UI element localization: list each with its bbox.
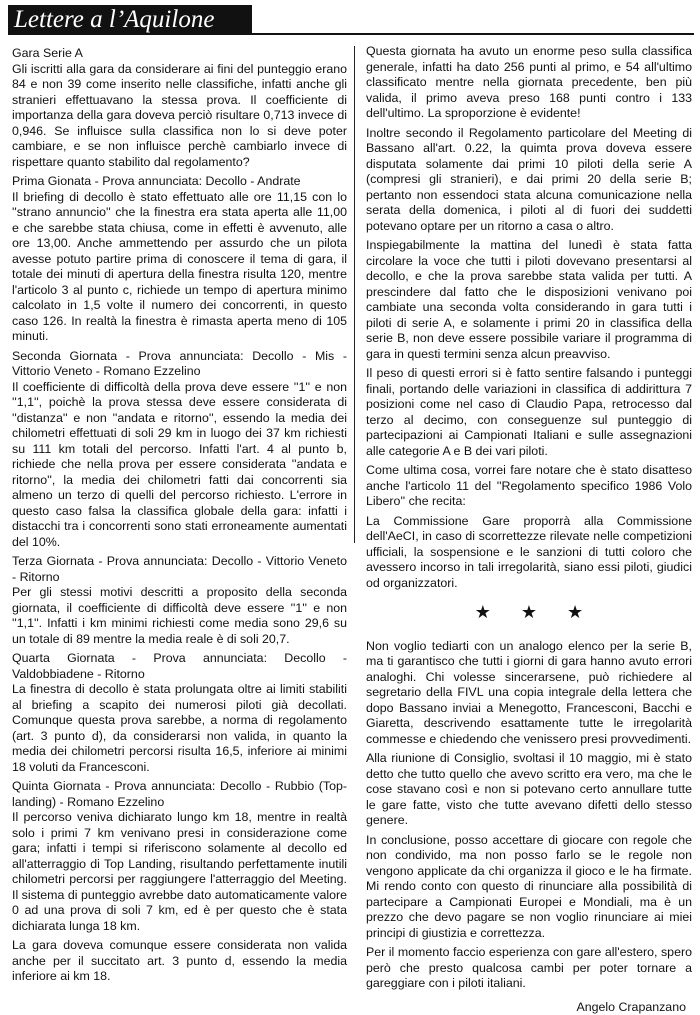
section-title: Lettere a l’Aquilone: [8, 5, 252, 35]
section-seconda-giornata: [12, 349, 347, 551]
section-body: Il coefficiente di difficoltà della prova deve essere ''1'' e non ''1,1'', poichè la prova stessa deve essere considerata di ''distanza'' e non ''andata e ritorno'', essendo la media dei chilometri effettuati di soli 29 km in luogo dei 37 km richiesti su 111 km totali del percorso. Infatti l'art. 4 al punto b, richiede che nella prova per essere considerata ''andata e ritorno'', la media dei chilometri fatti dai concorrenti sia almeno un terzo di quelli del percorso richiesto. L'errore in questo caso falsa la classifica globale della gara: infatti i distacchi tra i concorrenti sono stati erroneamente aumentati del 10%.: [12, 380, 347, 551]
paragraph: Inoltre secondo il Regolamento particolare del Meeting di Bassano all'art. 0.22, la quimta prova doveva essere disputata solamente dai primi 10 piloti della serie A (compresi gli stranieri), e dai primi 20 della serie B; pertanto non essendoci stata alcuna comunicazione nella serata della domenica, i piloti al di fuori dei suddetti potevano optare per un ritorno a casa o altro.: [366, 126, 692, 235]
section-title: Quinta Giornata - Prova annunciata: Decollo - Rubbio (Top-landing) - Romano Ezzelino: [12, 779, 347, 810]
paragraph: Non voglio tediarti con un analogo elenco per la serie B, ma ti garantisco che tutti i giorni di gara hanno avuto errori analoghi. Chi volesse sincerarsene, può richiedere al segretario della FIVL una copia integrale della lettera che dopo Bassano inviai a Menegotto, Francesconi, Bacchi e Giaretta, descrivendo esattamente tutte le irregolarità commesse e chiedendo che venissero presi provvedimenti.: [366, 639, 692, 748]
section-title: Seconda Giornata - Prova annunciata: Decollo - Mis - Vittorio Veneto - Romano Ezzelino: [12, 349, 347, 380]
section-body: La finestra di decollo è stata prolungata oltre ai limiti stabiliti al briefing a scapito dei numerosi piloti già decollati. Comunque questa prova sarebbe, a norma di regolamento (art. 3 punto d), da considerarsi non valida, in quanto la media dei chilometri percorsi risulta 16,5, inferiore ai minimi 18 voluti da Francesconi.: [12, 682, 347, 775]
paragraph: Per il momento faccio esperienza con gare all'estero, spero però che presto qualcosa cambi per poter tornare a gareggiare con i piloti italiani.: [366, 945, 692, 992]
paragraph: Come ultima cosa, vorrei fare notare che è stato disatteso anche l'articolo 11 del ''Regolamento specifico 1986 Volo Libero'' che recita:: [366, 463, 692, 510]
section-quarta-giornata: [12, 651, 347, 775]
paragraph: In conclusione, posso accettare di giocare con regole che non condivido, ma non posso farlo se le regole non vengono applicate da chi organizza il gioco e le ha firmate. Mi rendo conto con questo di rinunciare alla possibilità di partecipare a Campionati Europei e Mondiali, ma è un prezzo che devo pagare se non voglio rinunciare ai miei principi di giustizia e correttezza.: [366, 833, 692, 942]
section-quinta-giornata: [12, 779, 347, 985]
section-body-continued: La gara doveva comunque essere considerata non valida anche per il succitato art. 3 punto d, essendo la media inferiore ai km 18.: [12, 938, 347, 985]
section-body: Il percorso veniva dichiarato lungo km 18, mentre in realtà solo i primi 7 km venivano presi in considerazione come gara; infatti i tempi si riferiscono solamente al decollo ed all'atterraggio di Top Landing, risultando perfettamente inutili chilometri percorsi per raggiungere l'atterraggio del Meeting. Il sistema di punteggio avrebbe dato automaticamente valore 0 ad una prova di soli 7 km, ed è per questo che è stata dichiarata lunga 18 km.: [12, 810, 347, 934]
page-header: [8, 5, 694, 37]
paragraph: Alla riunione di Consiglio, svoltasi il 10 maggio, mi è stato detto che tutto quello che avevo scritto era vero, ma che le cose stavano così e non si potevano certo annullare tutte le gare fatte, visto che tutte avevano difetti dello stesso genere.: [366, 751, 692, 829]
section-title: Quarta Giornata - Prova annunciata: Decollo - Valdobbiadene - Ritorno: [12, 651, 347, 682]
stars-separator: ★★★: [366, 605, 692, 621]
paragraph: Questa giornata ha avuto un enorme peso sulla classifica generale, infatti ha dato 256 punti al primo, e 54 all'ultimo classificato mentre nella giornata precedente, ben più valida, il primo aveva preso 168 punti contro i 133 dell'ultimo. La sproporzione è evidente!: [366, 44, 692, 122]
paragraph: Il peso di questi errori si è fatto sentire falsando i punteggi finali, portando delle variazioni in classifica di addirittura 7 posizioni come nel caso di Claudio Papa, retrocesso dal terzo al decimo, con conseguenze sul punteggio di partecipazioni ai Campionati Italiani e sulle assegnazioni alle categorie A e B dei vari piloti.: [366, 366, 692, 459]
author-signature: Angelo Crapanzano: [366, 1000, 692, 1015]
section-gara-serie-a: [12, 46, 347, 170]
section-terza-giornata: [12, 554, 347, 647]
section-body: Il briefing di decollo è stato effettuato alle ore 11,15 con lo ''strano annuncio'' che la finestra era stata aperta alle 11,00 e che sarebbe stata chiusa, come in effetti è avvenuto, alle ore 13,00. Anche ammettendo per assurdo che un pilota avesse potuto partire prima di conoscere il tema di gara, il totale dei minuti di apertura della finestra risulta 120, mentre l'articolo 3 al punto c, richiede un tempo di apertura minimo calcolato in 1,5 volte il numero dei concorrenti, in questo caso 126. In realtà la finestra è rimasta aperta meno di 105 minuti.: [12, 190, 347, 345]
section-prima-giornata: [12, 174, 347, 345]
section-title: Terza Giornata - Prova annunciata: Decollo - Vittorio Veneto - Ritorno: [12, 554, 347, 585]
section-title: Prima Gionata - Prova annunciata: Decollo - Andrate: [12, 174, 347, 190]
regulation-quote: La Commissione Gare proporrà alla Commissione dell'AeCI, in caso di scorrettezze rilevate nelle competizioni ufficiali, la sospensione e le sanzioni di tutti coloro che avessero incorso in tali irregolarità, siano essi piloti, giudici od organizzatori.: [366, 514, 692, 592]
paragraph: Inspiegabilmente la mattina del lunedì è stata fatta circolare la voce che tutti i piloti dovevano presentarsi al decollo, e che la prova sarebbe stata valida per tutti. A prescindere dal fatto che le disposizioni venivano poi cambiate una seconda volta considerando in gara tutti i piloti di serie A, e solamente i primi 20 in classifica della serie B, non deve essere possibile variare il programma di gara in questi termini senza alcun preavviso.: [366, 238, 692, 362]
section-body: Per gli stessi motivi descritti a proposito della seconda giornata, il coefficiente di difficoltà deve essere ''1'' e non ''1,1''. Infatti i km minimi richiesti come media sono 29,6 su un totale di 89 mentre la media reale è di soli 20,7.: [12, 585, 347, 647]
section-title: Gara Serie A: [12, 46, 347, 62]
right-column: [366, 44, 692, 1015]
header-rule: [252, 33, 694, 35]
column-divider: [354, 46, 355, 543]
section-body: Gli iscritti alla gara da considerare ai fini del punteggio erano 84 e non 39 come inserito nelle classifiche, infatti anche gli stranieri effettuavano la stessa prova. Il coefficiente di importanza della gara doveva perciò risultare 0,713 invece di 0,946. Se influisce sulla classifica non lo si deve poter cambiare, e se non influisce perchè cambiarlo invece di rispettare quanto stabilito dal regolamento?: [12, 62, 347, 171]
left-column: [12, 46, 347, 989]
